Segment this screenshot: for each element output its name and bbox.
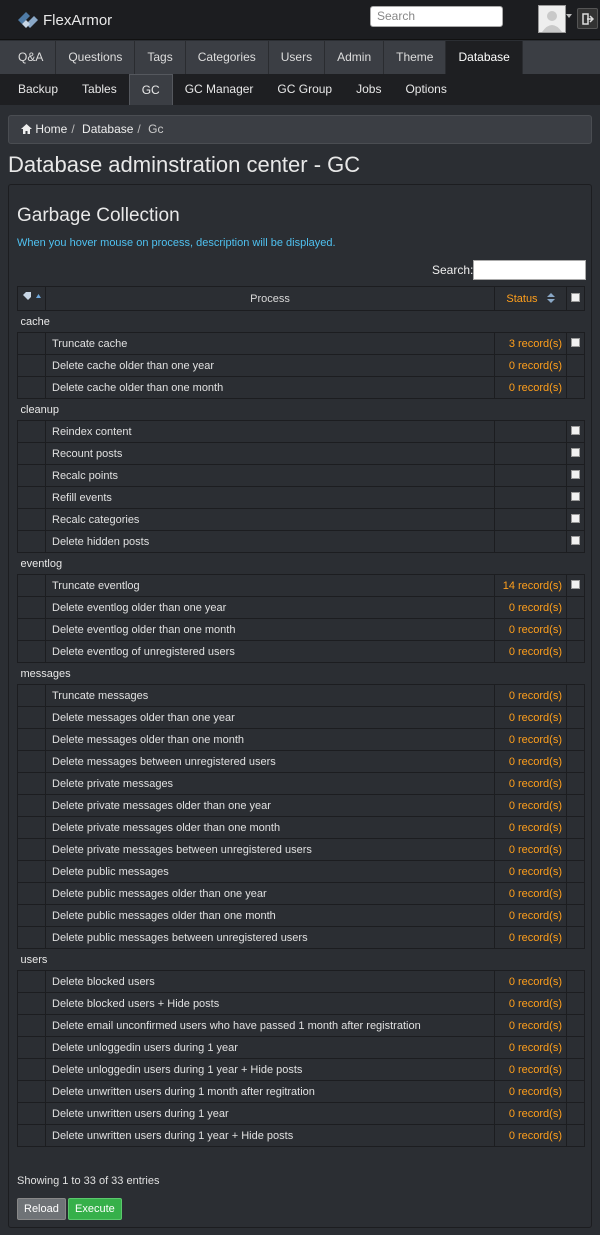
row-checkbox[interactable]: [571, 470, 580, 479]
table-row[interactable]: [18, 773, 585, 795]
row-spacer: [18, 531, 46, 553]
status-cell: 0 record(s): [495, 377, 567, 399]
row-checkbox[interactable]: [571, 536, 580, 545]
process-cell[interactable]: Delete hidden posts: [46, 531, 495, 553]
table-row[interactable]: [18, 1125, 585, 1147]
table-row[interactable]: [18, 355, 585, 377]
nav-item-users[interactable]: Users: [269, 41, 325, 74]
process-cell[interactable]: Delete private messages older than one year: [46, 795, 495, 817]
subnav-item-jobs[interactable]: Jobs: [356, 82, 382, 96]
checkbox-cell: [567, 641, 585, 663]
process-cell[interactable]: Delete blocked users: [46, 971, 495, 993]
status-header-label: Status: [506, 292, 538, 305]
row-spacer: [18, 817, 46, 839]
status-cell: 0 record(s): [495, 685, 567, 707]
checkbox-cell: [567, 1103, 585, 1125]
table-row[interactable]: [18, 531, 585, 553]
process-cell[interactable]: Delete eventlog of unregistered users: [46, 641, 495, 663]
breadcrumb-home[interactable]: Home: [35, 122, 68, 136]
row-spacer: [18, 729, 46, 751]
subnav-item-gc[interactable]: GC: [129, 74, 173, 105]
table-row[interactable]: [18, 839, 585, 861]
checkbox-cell: [567, 729, 585, 751]
breadcrumb-current: Gc: [148, 122, 164, 136]
table-row[interactable]: [18, 751, 585, 773]
reload-button[interactable]: Reload: [17, 1198, 66, 1220]
row-spacer: [18, 421, 46, 443]
table-row[interactable]: [18, 443, 585, 465]
logo-icon: [16, 10, 40, 30]
row-spacer: [18, 377, 46, 399]
logo[interactable]: [16, 9, 112, 31]
status-cell: 0 record(s): [495, 619, 567, 641]
table-row[interactable]: [18, 509, 585, 531]
sort-icon: [547, 293, 555, 303]
subnav-item-gc-manager[interactable]: GC Manager: [184, 82, 254, 96]
checkbox-cell: [567, 421, 585, 443]
status-cell: 0 record(s): [495, 751, 567, 773]
status-cell: 0 record(s): [495, 1125, 567, 1147]
table-row[interactable]: [18, 1015, 585, 1037]
group-sort-header[interactable]: [18, 287, 46, 311]
status-cell: 0 record(s): [495, 1059, 567, 1081]
process-cell[interactable]: Delete cache older than one year: [46, 355, 495, 377]
row-checkbox[interactable]: [571, 338, 580, 347]
table-row[interactable]: [18, 641, 585, 663]
row-spacer: [18, 773, 46, 795]
logout-icon: [582, 13, 594, 25]
status-cell: 0 record(s): [495, 905, 567, 927]
home-icon: [21, 124, 32, 134]
row-spacer: [18, 839, 46, 861]
table-search-label: Search:: [432, 263, 474, 277]
main-nav: [0, 41, 600, 74]
process-cell[interactable]: Refill events: [46, 487, 495, 509]
table-row[interactable]: [18, 883, 585, 905]
process-cell[interactable]: Truncate messages: [46, 685, 495, 707]
nav-item-tags[interactable]: Tags: [135, 41, 185, 74]
entries-info: Showing 1 to 33 of 33 entries: [17, 1175, 160, 1187]
process-cell[interactable]: Delete public messages older than one year: [46, 883, 495, 905]
process-cell[interactable]: Recount posts: [46, 443, 495, 465]
checkbox-cell: [567, 751, 585, 773]
process-cell[interactable]: Delete blocked users + Hide posts: [46, 993, 495, 1015]
avatar[interactable]: [538, 5, 566, 33]
nav-item-categories[interactable]: Categories: [186, 41, 269, 74]
group-label: cache: [18, 311, 585, 333]
subnav-item-gc-group[interactable]: GC Group: [277, 82, 333, 96]
checkbox-cell: [567, 333, 585, 355]
row-spacer: [18, 619, 46, 641]
table-row[interactable]: [18, 575, 585, 597]
status-cell: [495, 509, 567, 531]
process-cell[interactable]: Delete messages between unregistered users: [46, 751, 495, 773]
checkbox-cell: [567, 861, 585, 883]
row-spacer: [18, 971, 46, 993]
row-spacer: [18, 1059, 46, 1081]
table-row[interactable]: [18, 971, 585, 993]
subnav-item-tables[interactable]: Tables: [82, 82, 117, 96]
checkbox-cell: [567, 1015, 585, 1037]
checkbox-cell: [567, 355, 585, 377]
checkbox-cell: [567, 531, 585, 553]
status-cell: 3 record(s): [495, 333, 567, 355]
checkbox-cell: [567, 839, 585, 861]
process-header[interactable]: Process: [46, 287, 495, 311]
search-input[interactable]: Search: [370, 6, 503, 27]
checkbox-cell: [567, 971, 585, 993]
row-spacer: [18, 509, 46, 531]
table-row[interactable]: [18, 993, 585, 1015]
checkbox-cell: [567, 1037, 585, 1059]
checkbox-cell: [567, 443, 585, 465]
execute-button[interactable]: Execute: [68, 1198, 122, 1220]
table-row[interactable]: [18, 795, 585, 817]
breadcrumb-database[interactable]: Database: [82, 122, 134, 136]
status-cell: 0 record(s): [495, 707, 567, 729]
checkbox-cell: [567, 993, 585, 1015]
hover-hint: When you hover mouse on process, description will be displayed.: [17, 237, 336, 249]
table-row[interactable]: [18, 421, 585, 443]
status-cell: [495, 443, 567, 465]
checkbox-cell: [567, 773, 585, 795]
process-cell[interactable]: Delete private messages older than one month: [46, 817, 495, 839]
table-row[interactable]: [18, 465, 585, 487]
process-cell[interactable]: Delete messages older than one month: [46, 729, 495, 751]
status-cell: 14 record(s): [495, 575, 567, 597]
process-cell[interactable]: Reindex content: [46, 421, 495, 443]
status-cell: 0 record(s): [495, 597, 567, 619]
row-spacer: [18, 465, 46, 487]
row-spacer: [18, 927, 46, 949]
row-spacer: [18, 795, 46, 817]
status-cell: 0 record(s): [495, 993, 567, 1015]
row-spacer: [18, 487, 46, 509]
status-cell: 0 record(s): [495, 1081, 567, 1103]
process-cell[interactable]: Delete unwritten users during 1 month after regitration: [46, 1081, 495, 1103]
nav-item-admin[interactable]: Admin: [325, 41, 384, 74]
row-spacer: [18, 905, 46, 927]
process-cell[interactable]: Delete public messages: [46, 861, 495, 883]
process-cell[interactable]: Truncate eventlog: [46, 575, 495, 597]
row-spacer: [18, 1015, 46, 1037]
row-spacer: [18, 443, 46, 465]
group-label: messages: [18, 663, 585, 685]
process-cell[interactable]: Delete unloggedin users during 1 year: [46, 1037, 495, 1059]
row-spacer: [18, 707, 46, 729]
status-cell: 0 record(s): [495, 861, 567, 883]
process-cell[interactable]: Delete eventlog older than one month: [46, 619, 495, 641]
process-cell[interactable]: Recalc points: [46, 465, 495, 487]
tag-sort-icon: [23, 292, 41, 302]
process-cell[interactable]: Delete eventlog older than one year: [46, 597, 495, 619]
row-spacer: [18, 993, 46, 1015]
checkbox-cell: [567, 817, 585, 839]
table-row[interactable]: [18, 685, 585, 707]
group-label: users: [18, 949, 585, 971]
select-all-checkbox[interactable]: [571, 293, 580, 302]
process-cell[interactable]: Delete unloggedin users during 1 year + Hide posts: [46, 1059, 495, 1081]
row-checkbox[interactable]: [571, 426, 580, 435]
group-row-messages: [18, 663, 585, 685]
checkbox-cell: [567, 795, 585, 817]
process-cell[interactable]: Recalc categories: [46, 509, 495, 531]
row-checkbox[interactable]: [571, 492, 580, 501]
table-row[interactable]: [18, 1037, 585, 1059]
checkbox-cell: [567, 707, 585, 729]
chevron-down-icon[interactable]: [566, 14, 572, 18]
row-spacer: [18, 883, 46, 905]
process-cell[interactable]: Delete cache older than one month: [46, 377, 495, 399]
process-cell[interactable]: Delete email unconfirmed users who have passed 1 month after registration: [46, 1015, 495, 1037]
panel-title: Garbage Collection: [17, 205, 180, 226]
status-cell: 0 record(s): [495, 1015, 567, 1037]
group-row-eventlog: [18, 553, 585, 575]
status-cell: 0 record(s): [495, 839, 567, 861]
status-cell: 0 record(s): [495, 883, 567, 905]
subnav-item-options[interactable]: Options: [405, 82, 447, 96]
row-spacer: [18, 1081, 46, 1103]
row-spacer: [18, 597, 46, 619]
process-cell[interactable]: Delete public messages older than one month: [46, 905, 495, 927]
row-spacer: [18, 1125, 46, 1147]
app-name: FlexArmor: [43, 11, 113, 29]
checkbox-cell: [567, 1125, 585, 1147]
checkbox-cell: [567, 1059, 585, 1081]
status-cell: 0 record(s): [495, 641, 567, 663]
checkbox-cell: [567, 509, 585, 531]
table-row[interactable]: [18, 927, 585, 949]
table-row[interactable]: [18, 1059, 585, 1081]
table-row[interactable]: [18, 597, 585, 619]
process-cell[interactable]: Delete private messages: [46, 773, 495, 795]
table-row[interactable]: [18, 487, 585, 509]
table-row[interactable]: [18, 905, 585, 927]
status-cell: [495, 421, 567, 443]
group-row-cache: [18, 311, 585, 333]
checkbox-cell: [567, 927, 585, 949]
nav-item-questions[interactable]: Questions: [56, 41, 135, 74]
checkbox-cell: [567, 377, 585, 399]
gc-panel: [8, 184, 592, 1228]
top-bar: [0, 0, 600, 40]
process-cell[interactable]: Truncate cache: [46, 333, 495, 355]
table-row[interactable]: [18, 1081, 585, 1103]
process-cell[interactable]: Delete messages older than one year: [46, 707, 495, 729]
status-cell: 0 record(s): [495, 1103, 567, 1125]
group-label: cleanup: [18, 399, 585, 421]
status-header[interactable]: [495, 287, 567, 311]
row-spacer: [18, 355, 46, 377]
status-cell: [495, 465, 567, 487]
status-cell: 0 record(s): [495, 817, 567, 839]
row-checkbox[interactable]: [571, 514, 580, 523]
process-cell[interactable]: Delete unwritten users during 1 year: [46, 1103, 495, 1125]
select-all-header[interactable]: [567, 287, 585, 311]
process-cell[interactable]: Delete public messages between unregistered users: [46, 927, 495, 949]
checkbox-cell: [567, 487, 585, 509]
breadcrumb: Home / Database / Gc: [8, 115, 592, 144]
row-spacer: [18, 1037, 46, 1059]
row-spacer: [18, 1103, 46, 1125]
table-row[interactable]: [18, 729, 585, 751]
process-cell[interactable]: Delete private messages between unregistered users: [46, 839, 495, 861]
row-spacer: [18, 751, 46, 773]
logout-button[interactable]: [577, 8, 598, 29]
checkbox-cell: [567, 597, 585, 619]
process-cell[interactable]: Delete unwritten users during 1 year + Hide posts: [46, 1125, 495, 1147]
row-checkbox[interactable]: [571, 580, 580, 589]
group-row-cleanup: [18, 399, 585, 421]
row-spacer: [18, 685, 46, 707]
sub-nav: [0, 74, 600, 105]
status-cell: 0 record(s): [495, 1037, 567, 1059]
row-spacer: [18, 861, 46, 883]
checkbox-cell: [567, 619, 585, 641]
gc-table: [17, 286, 585, 1147]
table-row[interactable]: [18, 1103, 585, 1125]
page-title: Database adminstration center - GC: [8, 152, 361, 177]
status-cell: 0 record(s): [495, 773, 567, 795]
row-spacer: [18, 333, 46, 355]
group-label: eventlog: [18, 553, 585, 575]
table-row[interactable]: [18, 861, 585, 883]
checkbox-cell: [567, 685, 585, 707]
table-row[interactable]: [18, 333, 585, 355]
table-row[interactable]: [18, 377, 585, 399]
status-cell: 0 record(s): [495, 795, 567, 817]
checkbox-cell: [567, 575, 585, 597]
status-cell: [495, 531, 567, 553]
row-checkbox[interactable]: [571, 448, 580, 457]
checkbox-cell: [567, 905, 585, 927]
group-row-users: [18, 949, 585, 971]
checkbox-cell: [567, 883, 585, 905]
table-row[interactable]: [18, 707, 585, 729]
status-cell: 0 record(s): [495, 927, 567, 949]
status-cell: 0 record(s): [495, 355, 567, 377]
checkbox-cell: [567, 465, 585, 487]
table-search-input[interactable]: [473, 260, 586, 280]
checkbox-cell: [567, 1081, 585, 1103]
subnav-item-backup[interactable]: Backup: [18, 82, 59, 96]
row-spacer: [18, 641, 46, 663]
nav-item-qa[interactable]: Q&A: [6, 41, 56, 74]
nav-item-theme[interactable]: Theme: [384, 41, 446, 74]
table-row[interactable]: [18, 817, 585, 839]
row-spacer: [18, 575, 46, 597]
table-row[interactable]: [18, 619, 585, 641]
status-cell: [495, 487, 567, 509]
nav-item-database[interactable]: Database: [446, 41, 522, 74]
status-cell: 0 record(s): [495, 971, 567, 993]
status-cell: 0 record(s): [495, 729, 567, 751]
